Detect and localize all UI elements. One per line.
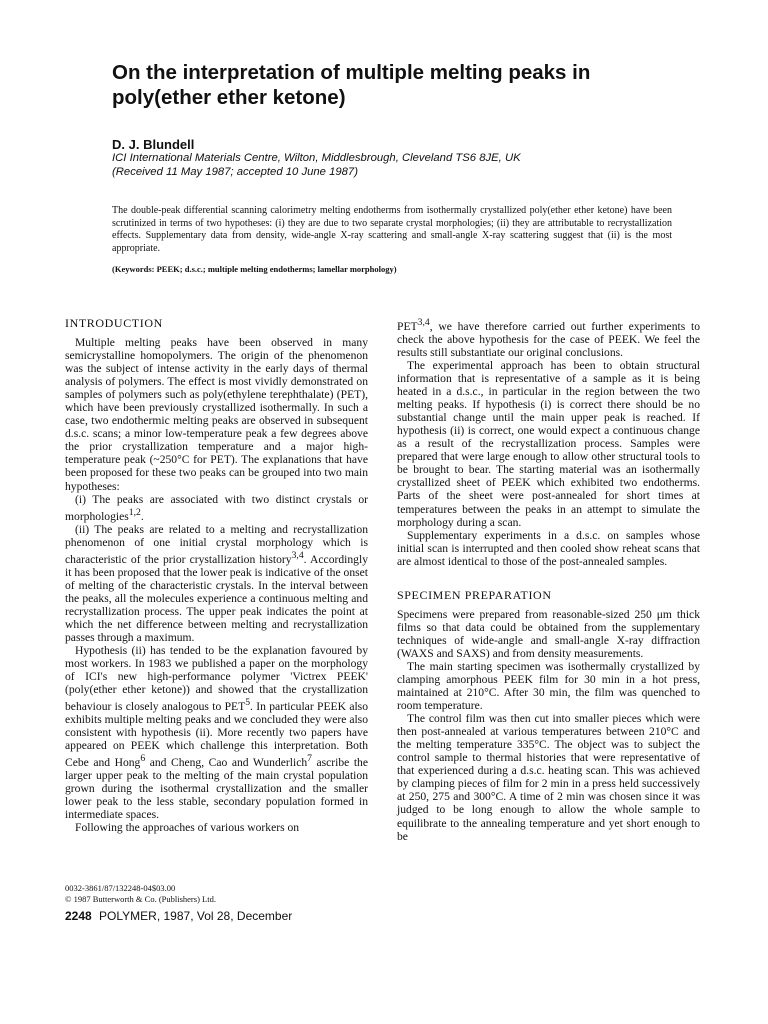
author-name: D. J. Blundell bbox=[112, 137, 195, 152]
paragraph: Hypothesis (ii) has tended to be the explanation favoured by most workers. In 1983 we published a paper on the morphology of ICI's new high-performance polymer 'Victrex PEEK' (poly(ether ether ketone)) and showed that the crystallization behaviour is closely analogous to PET$^5$. In particular PEEK also exhibits multiple melting peaks and we concluded they were also consistent with hypothesis (ii). More recently two papers have appeared on PEEK which challenge this interpretation. Both Cebe and Hong$^6$ and Cheng, Cao and Wunderlich$^7$ ascribe the larger upper peak to the melting of the main crystal population grown during the isothermal crystallization and the smaller lower peak to the less stable, secondary population formed in intermediate spaces. bbox=[65, 643, 368, 822]
paragraph: Specimens were prepared from reasonable-sized 250 μm thick films so that data could be obtained from the supplementary techniques of wide-angle and small-angle X-ray diffraction (WAXS and SAXS) and from density measurements. bbox=[397, 607, 700, 660]
citation: 6 bbox=[140, 753, 146, 765]
paragraph: The control film was then cut into smaller pieces which were then post-annealed at various temperatures between 210°C and the melting temperature 335°C. The object was to subject the control sample to thermal histories that were representative of that experienced during a d.s.c. heating scan. This was achieved by clamping pieces of film for 2 min in a press held successively at 250, 275 and 300°C. A time of 2 min was chosen since it was judged to be long enough to allow the whole sample to equilibrate to the annealing temperature and yet short enough to be bbox=[397, 712, 700, 843]
right-column bbox=[397, 316, 700, 843]
citation: 1,2 bbox=[128, 506, 141, 518]
publisher-info bbox=[65, 883, 368, 904]
citation: 3,4 bbox=[417, 317, 430, 328]
paragraph: The experimental approach has been to obtain structural information that is representative of a sample as it is being heated in a d.s.c., in particular in the region between the two melting peaks. If hypothesis (i) is correct there should be no substantial change until the main upper peak is reached. If hypothesis (ii) is correct, one would expect a continuous change as a result of the recrystallization process. Samples were prepared that were large enough to allow other structural tools to be brought to bear. The starting material was an isothermally crystallized sheet of PEEK which exhibited two endotherms. Parts of the sheet were post-annealed for short times at temperatures between the peaks in an attempt to simulate the morphology during a scan. bbox=[397, 359, 700, 529]
paragraph: (ii) The peaks are related to a melting and recrystallization phenomenon of one initial crystal morphology which is characteristic of the prior crystallization history$^{3,4}$. Accordingly it has been proposed that the lower peak is indicative of the onset of melting of the characteristic crystals. In the interval between the peaks, all the molecules experience a continuous melting and recrystallization process. The upper peak indicates the point at which the net difference between melting and recrystallization passes through a maximum. bbox=[65, 522, 368, 644]
citation: 5 bbox=[245, 696, 251, 708]
affiliation: ICI International Materials Centre, Wilton, Middlesbrough, Cleveland TS6 8JE, UK bbox=[112, 152, 521, 164]
section-heading-specimen-preparation: SPECIMEN PREPARATION bbox=[397, 587, 552, 602]
paragraph: PET$^{3,4}$, we have therefore carried out further experiments to check the above hypothesis for the case of PEEK. We feel the results still substantiate our original conclusions. bbox=[397, 317, 700, 359]
section-heading-introduction: INTRODUCTION bbox=[65, 316, 163, 330]
article-code: 0032-3861/87/132248-04$03.00 bbox=[65, 883, 176, 893]
paragraph: The main starting specimen was isothermally crystallized by clamping amorphous PEEK film for 30 min in a hot press, maintained at 210°C. After 30 min, the film was quenched to room temperature. bbox=[397, 659, 700, 713]
paper-title: On the interpretation of multiple melting peaks in poly(ether ether ketone) bbox=[112, 61, 591, 109]
received-dates: (Received 11 May 1987; accepted 10 June 1987) bbox=[112, 166, 358, 178]
abstract: The double-peak differential scanning calorimetry melting endotherms from isothermally crystallized poly(ether ether ketone) have been scrutinized in terms of two hypotheses: (i) they are due to two separate crystal morphologies; (ii) they are attributable to recrystallization effects. Supplementary data from density, wide-angle X-ray scattering and small-angle X-ray scattering suggest that (ii) is the most appropriate. bbox=[112, 205, 672, 254]
citation: 3,4 bbox=[291, 549, 304, 561]
page-footer bbox=[65, 909, 292, 923]
affiliation-block bbox=[112, 151, 672, 179]
left-column bbox=[65, 316, 368, 834]
copyright: © 1987 Butterworth & Co. (Publishers) Ltd. bbox=[65, 893, 216, 904]
paragraph: Multiple melting peaks have been observed in many semicrystalline homopolymers. The origin of the phenomenon was the subject of intense activity in the early days of thermal analysis of polymers. The effect is most vividly demonstrated on samples of polymers such as poly(ethylene terephthalate) (PET), which have been previously crystallized isothermally. In such a case, two endothermic melting peaks are observed in subsequent d.s.c. scans; a minor low-temperature peak a few degrees above the prior crystallization temperature and a major high-temperature peak (~250°C for PET). The explanations that have been proposed for these two peaks can be grouped into two main hypotheses: bbox=[65, 336, 368, 493]
paragraph: Supplementary experiments in a d.s.c. on samples whose initial scan is interrupted and then cooled show reheat scans that are almost identical to those of the post-annealed samples. bbox=[397, 528, 700, 568]
paragraph: (i) The peaks are associated with two distinct crystals or morphologies$^{1,2}$. bbox=[65, 492, 368, 523]
citation: 7 bbox=[307, 753, 312, 765]
page-number: 2248 bbox=[65, 909, 92, 923]
journal-citation: POLYMER, 1987, Vol 28, December bbox=[99, 909, 293, 923]
keywords: (Keywords: PEEK; d.s.c.; multiple melting endotherms; lamellar morphology) bbox=[112, 264, 397, 274]
paragraph: Following the approaches of various workers on bbox=[75, 821, 300, 835]
